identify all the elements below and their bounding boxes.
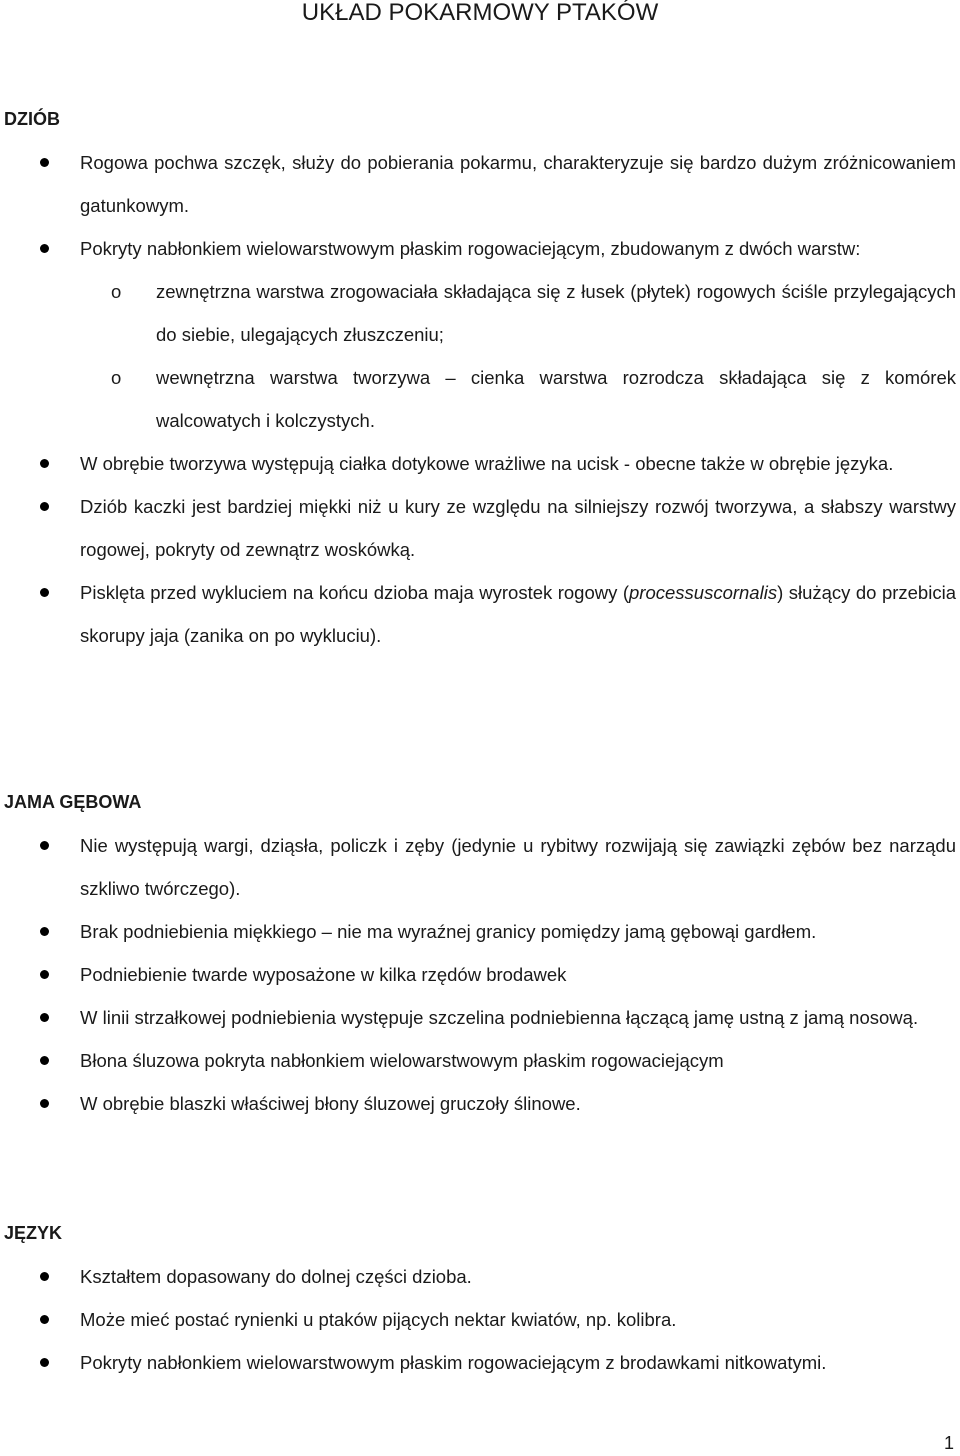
list-item [0,1082,960,1125]
list-item-text-continued: do przebicia skorupy jaja (zanika on po wykluciu). [80,582,956,646]
bullet-icon [40,502,49,511]
list-item [0,996,960,1039]
list-item [0,227,960,270]
list-item-text: Może mieć postać rynienki u ptaków pijących nektar kwiatów, np. kolibra. [80,1309,677,1330]
section-heading-jama-gebowa: JAMA GĘBOWA [4,792,142,812]
list-item-text-suffix: ) służący [777,582,851,603]
list-item [0,141,960,227]
bullet-icon [40,841,49,850]
bullet-icon [40,1099,49,1108]
bullet-icon [40,459,49,468]
list-item [0,442,960,485]
list-item-text: W obrębie tworzywa występują ciałka dotykowe wrażliwe na ucisk - obecne także w obrębie języka. [80,453,894,474]
bullet-icon [40,1013,49,1022]
circle-bullet-icon: o [111,281,122,302]
list-item-text: Brak podniebienia miękkiego – nie ma wyraźnej granicy pomiędzy jamą gębowąi gardłem. [80,921,817,942]
sub-list-item-text: zewnętrzna warstwa zrogowaciała składająca się z łusek (płytek) rogowych ściśle przylegających do siebie, ulegających złuszczeniu; [156,281,956,345]
bullet-icon [40,927,49,936]
bullet-icon [40,158,49,167]
list-item-text: Pokryty nabłonkiem wielowarstwowym płaskim rogowaciejącym, zbudowanym z dwóch warstw: [80,238,861,259]
page-number: 1 [943,1433,954,1453]
circle-bullet-icon: o [111,367,122,388]
list-item-text: W obrębie blaszki właściwej błony śluzowej gruczoły ślinowe. [80,1093,581,1114]
list-item [0,824,960,910]
bullet-icon [40,244,49,253]
list-item [0,571,960,657]
list-item-text: Pisklęta przed wykluciem na końcu dzioba maja wyrostek rogowy ( [80,582,629,603]
sub-list-item-text: wewnętrzna warstwa tworzywa – cienka warstwa rozrodcza składająca się z komórek walcowatych i kolczystych. [156,367,956,431]
list-item-text: Kształtem dopasowany do dolnej części dzioba. [80,1266,472,1287]
list-item [0,1255,960,1298]
list-item-text: Pokryty nabłonkiem wielowarstwowym płaskim rogowaciejącym z brodawkami nitkowatymi. [80,1352,827,1373]
sub-list-item [0,270,960,356]
latin-term: processuscornalis [629,582,778,603]
list-item [0,953,960,996]
list-item-text: Dziób kaczki jest bardziej miękki niż u kury ze względu na silniejszy rozwój tworzywa, a słabszy warstwy rogowej, pokryty od zewnątrz woskówką. [80,496,956,560]
bullet-icon [40,1315,49,1324]
list-item [0,1039,960,1082]
list-item [0,1298,960,1341]
list-item-text: Błona śluzowa pokryta nabłonkiem wielowarstwowym płaskim rogowaciejącym [80,1050,724,1071]
list-item [0,1341,960,1384]
list-item-text: Rogowa pochwa szczęk, służy do pobierania pokarmu, charakteryzuje się bardzo dużym zróżnicowaniem gatunkowym. [80,152,956,216]
jama-gebowa-list [0,824,960,1125]
dziob-list [0,141,960,657]
list-item-text: W linii strzałkowej podniebienia występuje szczelina podniebienna łączącą jamę ustną z jamą nosową. [80,1007,919,1028]
list-item [0,910,960,953]
bullet-icon [40,1272,49,1281]
bullet-icon [40,588,49,597]
bullet-icon [40,1056,49,1065]
section-heading-jezyk: JĘZYK [4,1223,63,1243]
document-title: UKŁAD POKARMOWY PTAKÓW [301,0,659,26]
list-item [0,485,960,571]
sub-list-item [0,356,960,442]
list-item-text: Podniebienie twarde wyposażone w kilka rzędów brodawek [80,964,567,985]
section-heading-dziob: DZIÓB [4,109,60,129]
jezyk-list [0,1255,960,1384]
bullet-icon [40,1358,49,1367]
bullet-icon [40,970,49,979]
list-item-text: Nie występują wargi, dziąsła, policzk i zęby (jedynie u rybitwy rozwijają się zawiązki zębów bez narządu szkliwo twórczego). [80,835,956,899]
